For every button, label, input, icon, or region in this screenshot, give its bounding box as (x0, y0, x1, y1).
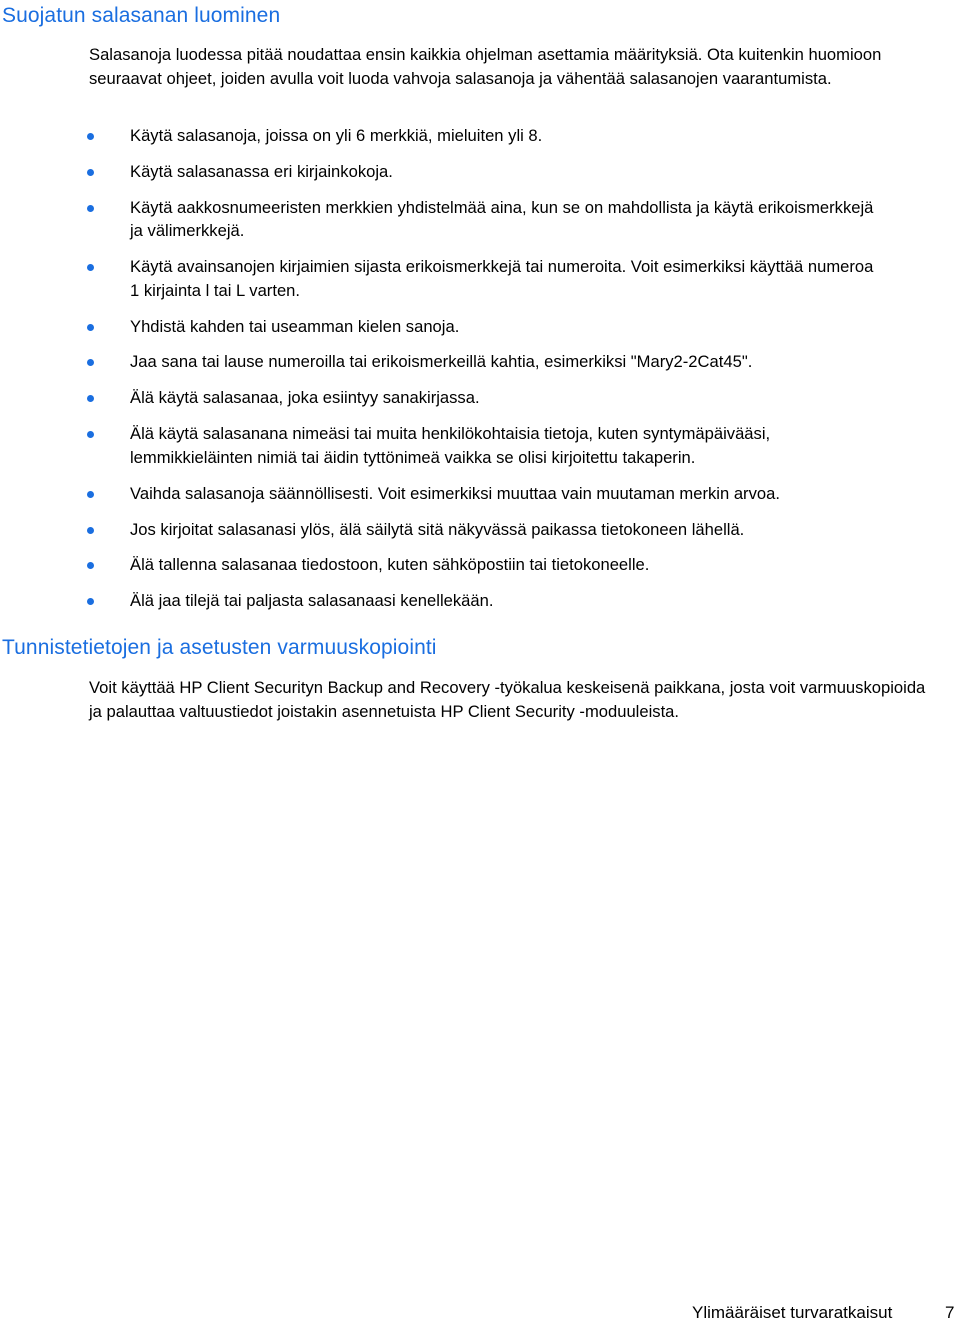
bullet-icon (87, 395, 94, 402)
section-heading-password: Suojatun salasanan luominen (2, 4, 281, 27)
list-item (0, 315, 880, 339)
list-item-text: Käytä salasanassa eri kirjainkokoja. (130, 161, 393, 181)
list-item (0, 255, 880, 302)
bullet-icon (87, 264, 94, 271)
list-item-text: Jaa sana tai lause numeroilla tai erikoismerkeillä kahtia, esimerkiksi "Mary2-2Cat45". (130, 352, 753, 372)
list-item-text: Älä tallenna salasanaa tiedostoon, kuten sähköpostiin tai tietokoneelle. (130, 555, 650, 575)
bullet-icon (87, 491, 94, 498)
bullet-icon (87, 359, 94, 366)
bullet-icon (87, 562, 94, 569)
list-item (0, 482, 880, 506)
list-item (0, 124, 880, 148)
list-item (0, 518, 880, 542)
list-item (0, 196, 880, 243)
list-item (0, 160, 880, 184)
list-item (0, 422, 880, 469)
password-guidelines-list (0, 124, 960, 625)
bullet-icon (87, 169, 94, 176)
list-item-text: Älä käytä salasanana nimeäsi tai muita henkilökohtaisia tietoja, kuten syntymäpäivääsi, lemmikkieläinten nimiä tai äidin tyttönimeä vaikka se olisi kirjoitettu takaperin. (130, 424, 771, 467)
bullet-icon (87, 133, 94, 140)
list-item (0, 386, 880, 410)
list-item (0, 589, 880, 613)
list-item-text: Yhdistä kahden tai useamman kielen sanoja. (130, 316, 460, 336)
backup-paragraph: Voit käyttää HP Client Securityn Backup and Recovery -työkalua keskeisenä paikkana, josta voit varmuuskopioida ja palauttaa valtuustiedot joistakin asennetuista HP Client Security -moduuleista. (89, 678, 926, 721)
list-item (0, 553, 880, 577)
bullet-icon (87, 205, 94, 212)
list-item (0, 350, 880, 374)
footer-page-number: 7 (945, 1303, 955, 1322)
list-item-text: Älä käytä salasanaa, joka esiintyy sanakirjassa. (130, 388, 480, 408)
list-item-text: Jos kirjoitat salasanasi ylös, älä säilytä sitä näkyvässä paikassa tietokoneen lähellä. (130, 519, 745, 539)
bullet-icon (87, 527, 94, 534)
list-item-text: Älä jaa tilejä tai paljasta salasanaasi kenellekään. (130, 591, 494, 611)
bullet-icon (87, 431, 94, 438)
list-item-text: Käytä salasanoja, joissa on yli 6 merkkiä, mieluiten yli 8. (130, 126, 543, 145)
list-item-text: Käytä aakkosnumeeristen merkkien yhdistelmää aina, kun se on mahdollista ja käytä erikoismerkkejä ja välimerkkejä. (130, 197, 874, 241)
list-item-text: Vaihda salasanoja säännöllisesti. Voit esimerkiksi muuttaa vain muutaman merkin arvoa. (130, 483, 780, 503)
footer-chapter-title: Ylimääräiset turvaratkaisut (692, 1303, 893, 1322)
intro-paragraph: Salasanoja luodessa pitää noudattaa ensin kaikkia ohjelman asettamia määrityksiä. Ota kuitenkin huomioon seuraavat ohjeet, joiden avulla voit luoda vahvoja salasanoja ja vähentää salasanojen vaarantumista. (89, 45, 882, 88)
bullet-icon (87, 598, 94, 605)
list-item-text: Käytä avainsanojen kirjaimien sijasta erikoismerkkejä tai numeroita. Voit esimerkiksi käyttää numeroa 1 kirjainta l tai L varten. (130, 257, 874, 300)
section-heading-backup: Tunnistetietojen ja asetusten varmuuskopiointi (2, 636, 437, 659)
bullet-icon (87, 324, 94, 331)
